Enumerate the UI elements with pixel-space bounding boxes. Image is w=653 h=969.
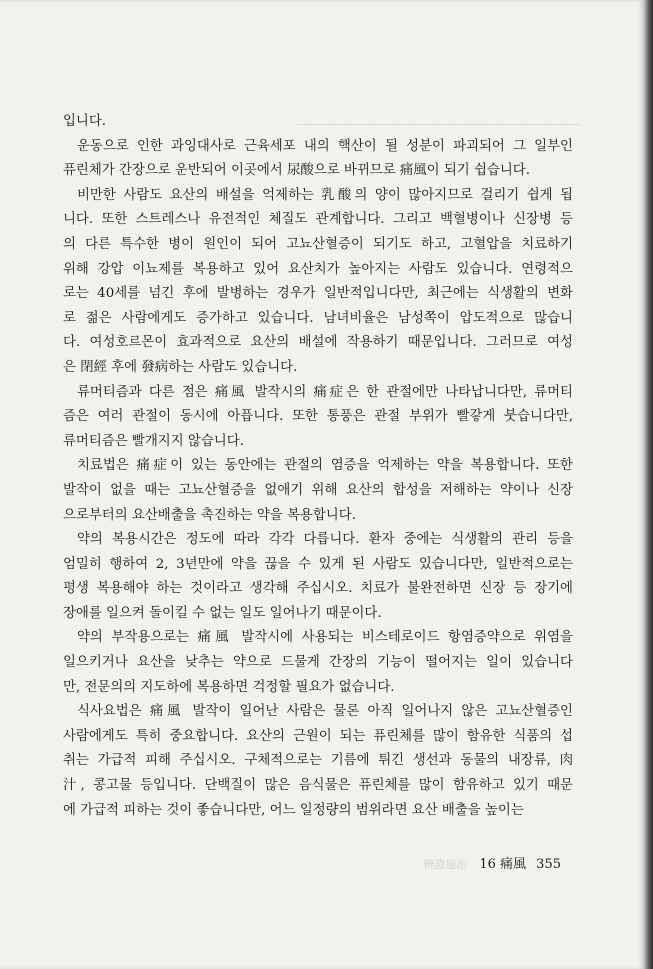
- text-line: 퓨린체가 간장으로 운반되어 이곳에서 尿酸으로 바뀌므로 痛風이 되기 쉽습니다.: [63, 163, 530, 179]
- paragraph: [63, 381, 573, 455]
- paragraph: [63, 700, 573, 823]
- bleed-through-line: ──────────────────────────────────: [296, 118, 580, 133]
- text-line: 치료법은 痛症이 있는 동안에는 관절의 염증을 억제하는 약을 복용합니다. 또한: [77, 458, 573, 474]
- paragraph: [63, 626, 573, 700]
- paragraph: [63, 184, 573, 381]
- page-footer: [423, 853, 561, 872]
- text-line: 로 젊은 사람에게도 증가하고 있습니다. 남녀비율은 남성쪽이 압도적으로 많습니: [63, 310, 573, 326]
- text-line: 평생 복용해야 하는 것이라고 생각해 주십시오. 치료가 불완전하면 신장 등 장기에: [63, 581, 573, 597]
- page-edge-shadow: [643, 0, 653, 969]
- text-line: 로는 40세를 넘긴 후에 발병하는 경우가 일반적입니다만, 최근에는 식생활의 변화: [63, 286, 573, 302]
- text-line: 류머티즘과 다른 점은 痛風 발작시의 痛症은 한 관절에만 나타납니다만, 류머티: [77, 384, 573, 400]
- text-line: 입니다.: [63, 114, 107, 129]
- text-line: 만, 전문의의 지도하에 복용하면 걱정할 필요가 없습니다.: [63, 679, 395, 695]
- text-line: 위해 강압 이뇨제를 복용하고 있어 요산치가 높아지는 사람도 있습니다. 연령적으: [63, 261, 573, 277]
- text-line: 다. 여성호르몬이 효과적으로 요산의 배설에 작용하기 때문입니다. 그러므로 여성: [63, 335, 573, 351]
- text-line: 일으키거나 요산을 낮추는 약으로 드물게 간장의 기능이 떨어지는 일이 있습니다: [63, 655, 573, 671]
- text-line: 사람에게도 특히 중요합니다. 요산의 근원이 되는 퓨린체를 많이 함유한 식품의 섭: [63, 728, 573, 744]
- footer-ghost-text: 辨證施治: [423, 858, 468, 871]
- text-line: 식사요법은 痛風 발작이 일어난 사람은 물론 아직 일어나지 않은 고뇨산혈증인: [77, 704, 573, 720]
- text-line: 취는 가급적 피해 주십시오. 구체적으로는 기름에 튀긴 생선과 동물의 내장류, 肉: [63, 753, 573, 769]
- text-line: 즘은 여러 관절이 동시에 아픕니다. 또한 통풍은 관절 부위가 빨갛게 붓습니다만,: [63, 409, 573, 425]
- text-line: 으로부터의 요산배출을 촉진하는 약을 복용합니다.: [63, 507, 356, 523]
- text-line: 장애를 일으켜 돌이킬 수 없는 일도 일어나기 때문이다.: [63, 605, 382, 621]
- text-line: 니다. 또한 스트레스나 유전적인 체질도 관계합니다. 그리고 백혈병이나 신장병 등: [63, 212, 573, 228]
- text-line: 약의 복용시간은 정도에 따라 각각 다릅니다. 환자 중에는 식생활의 관리 등을: [77, 532, 573, 548]
- paragraph: [63, 454, 573, 528]
- text-line: 류머티즘은 빨개지지 않습니다.: [63, 433, 244, 449]
- body-text: [63, 110, 573, 823]
- text-line: 비만한 사람도 요산의 배설을 억제하는 乳酸의 양이 많아지므로 걸리기 쉽게 됩: [77, 187, 573, 203]
- text-line: 운동으로 인한 과잉대사로 근육세포 내의 핵산이 될 성분이 파괴되어 그 일부인: [77, 138, 573, 154]
- text-line: 은 閉經 후에 發病하는 사람도 있습니다.: [63, 359, 298, 375]
- text-line: 발작이 없을 때는 고뇨산혈증을 없애기 위해 요산의 합성을 저해하는 약이나 신장: [63, 482, 573, 498]
- text-line: 汁, 콩고물 등입니다. 단백질이 많은 음식물은 퓨린체를 많이 함유하고 있기 때문: [63, 778, 573, 794]
- paragraph: [63, 110, 573, 135]
- paragraph: [63, 135, 573, 184]
- text-line: 엄밀히 행하여 2, 3년만에 약을 끊을 수 있게 된 사람도 있습니다만, 일반적으로는: [63, 556, 573, 572]
- chapter-label: 16 痛風: [479, 857, 527, 872]
- text-line: 약의 부작용으로는 痛風 발작시에 사용되는 비스테로이드 항염증약으로 위염을: [77, 630, 573, 646]
- text-line: 에 가급적 피하는 것이 좋습니다만, 어느 일정량의 범위라면 요산 배출을 높이는: [63, 802, 524, 818]
- page-number: 355: [536, 857, 561, 872]
- paragraph: [63, 528, 573, 626]
- text-line: 의 다른 특수한 병이 원인이 되어 고뇨산혈증이 되기도 하고, 고혈압을 치료하기: [63, 236, 573, 252]
